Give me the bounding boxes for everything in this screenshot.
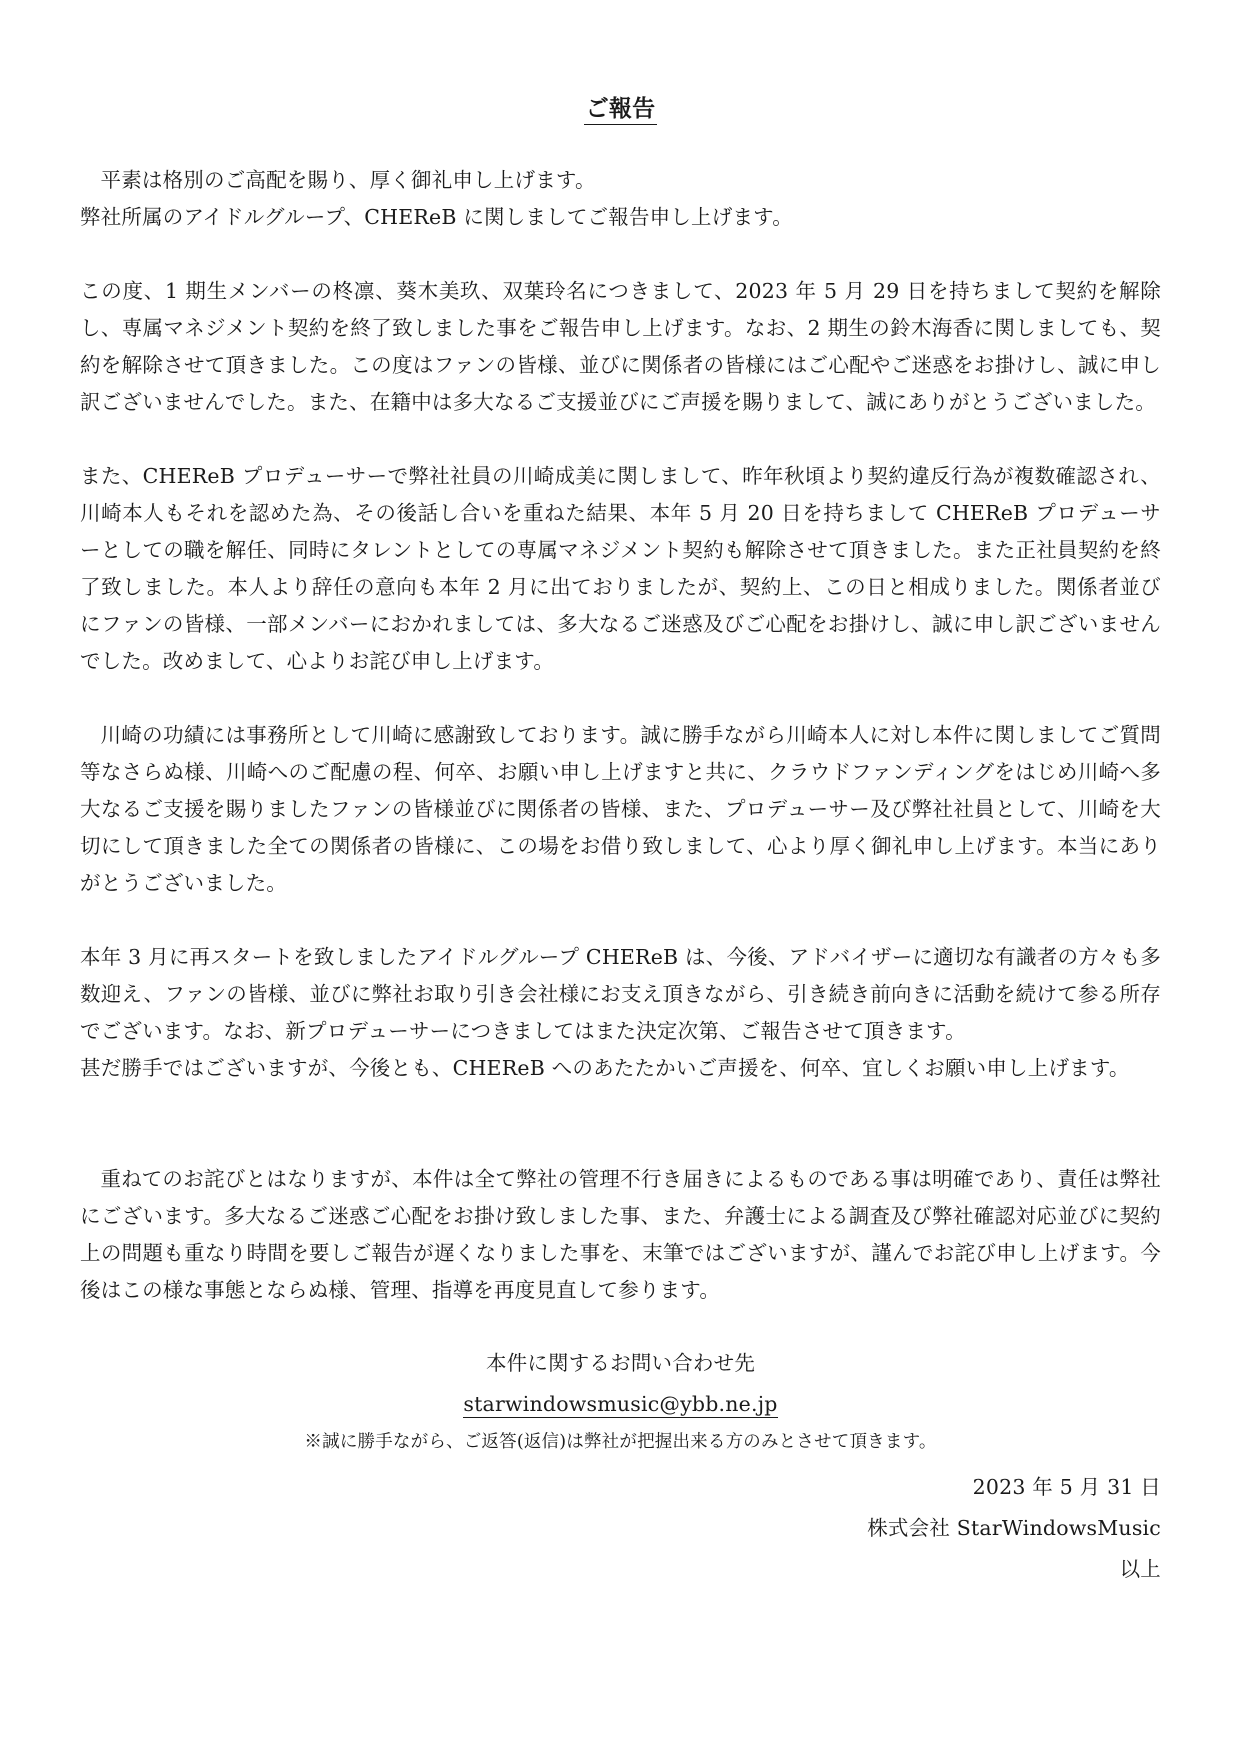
closing-mark: 以上 [1119,1557,1161,1581]
paragraph-producer-dismissal: また、CHEReB プロデューサーで弊社社員の川崎成美に関しまして、昨年秋頃より契約違反行為が複数確認され、川崎本人もそれを認めた為、その後話し合いを重ねた結果、本年 5 月 20 日を持ちまして CHEReB プロデューサーとしての職を解任、同時にタレントとしての専属マネジメント契約も解除させて頂きました。また正社員契約を終了致しました。本人より辞任の意向も本年 2 月に出ておりましたが、契約上、この日と相成りました。関係者並びにファンの皆様、一部メンバーにおかれましては、多大なるご迷惑及びご心配をお掛けし、誠に申し訳ございませんでした。改めまして、心よりお詫び申し上げます。 [80,464,1161,673]
contact-block [80,1343,1161,1459]
paragraph-apology: 重ねてのお詫びとはなりますが、本件は全て弊社の管理不行き届きによるものである事は明確であり、責任は弊社にございます。多大なるご迷惑ご心配をお掛け致しました事、また、弁護士による調査及び弊社確認対応並びに契約上の問題も重なり時間を要しご報告が遅くなりました事を、末筆ではございますが、謹んでお詫び申し上げます。今後はこの様な事態とならぬ様、管理、指導を再度見直して参ります。 [80,1167,1161,1302]
contact-email-link[interactable]: starwindowsmusic@ybb.ne.jp [463,1392,778,1416]
paragraph-contract-termination: この度、1 期生メンバーの柊凛、葵木美玖、双葉玲名につきまして、2023 年 5 月 29 日を持ちまして契約を解除し、専属マネジメント契約を終了致しました事をご報告申し上げます。なお、2 期生の鈴木海香に関しましても、契約を解除させて頂きました。この度はファンの皆様、並びに関係者の皆様にはご心配やご迷惑をお掛けし、誠に申し訳ございませんでした。また、在籍中は多大なるご支援並びにご声援を賜りまして、誠にありがとうございました。 [80,279,1161,414]
document-title: ご報告 [80,92,1161,126]
greeting-line: 平素は格別のご高配を賜り、厚く御礼申し上げます。 [100,168,596,192]
contact-email[interactable] [80,1383,1161,1425]
contact-note: ※誠に勝手ながら、ご返答(返信)は弊社が把握出来る方のみとさせて頂きます。 [304,1432,937,1452]
paragraph-restart: 本年 3 月に再スタートを致しましたアイドルグループ CHEReB は、今後、アドバイザーに適切な有識者の方々も多数迎え、ファンの皆様、並びに弊社お取り引き会社様にお支え頂きながら、引き続き前向きに活動を続けて参る所存でございます。なお、新プロデューサーにつきましてはまた決定次第、ご報告させて頂きます。 [80,945,1161,1043]
document-date: 2023 年 5 月 31 日 [972,1475,1161,1499]
paragraph-support-request: 甚だ勝手ではございますが、今後とも、CHEReB へのあたたかいご声援を、何卒、宜しくお願い申し上げます。 [80,1056,1130,1080]
contact-label: 本件に関するお問い合わせ先 [485,1351,756,1375]
company-name: 株式会社 StarWindowsMusic [867,1516,1161,1540]
paragraph-gratitude: 川崎の功績には事務所として川崎に感謝致しております。誠に勝手ながら川崎本人に対し本件に関しましてご質問等なさらぬ様、川崎へのご配慮の程、何卒、お願い申し上げますと共に、クラウドファンディングをはじめ川崎へ多大なるご支援を賜りましたファンの皆様並びに関係者の皆様、また、プロデューサー及び弊社社員として、川崎を大切にして頂きました全ての関係者の皆様に、この場をお借り致しまして、心より厚く御礼申し上げます。本当にありがとうございました。 [80,723,1161,895]
intro-line: 弊社所属のアイドルグループ、CHEReB に関しましてご報告申し上げます。 [80,205,793,229]
